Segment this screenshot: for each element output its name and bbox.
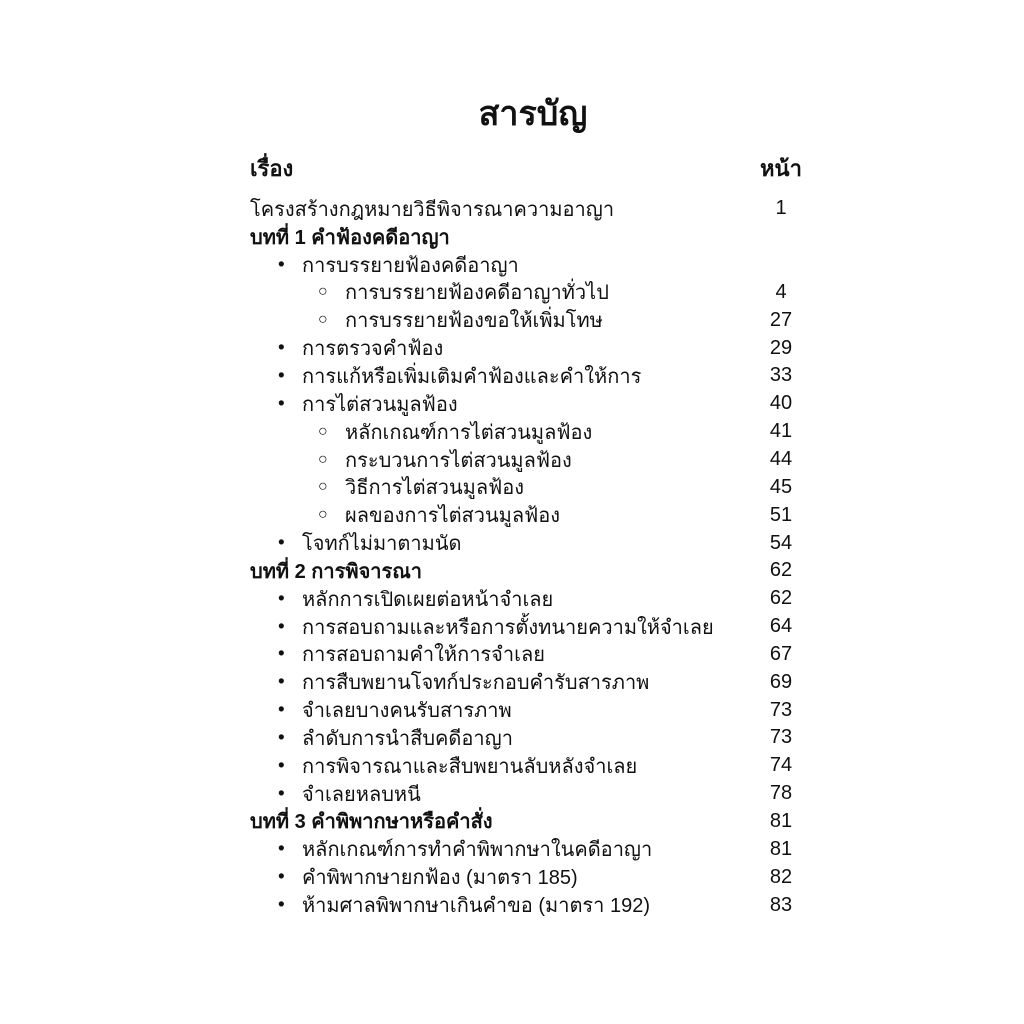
toc-row xyxy=(250,279,816,307)
entry-label: ผลของการไต่สวนมูลฟ้อง xyxy=(345,505,561,528)
bullet-icon: • xyxy=(278,532,285,554)
toc-row xyxy=(250,668,816,696)
entry-label: บทที่ 2 การพิจารณา xyxy=(250,560,423,583)
toc-row xyxy=(250,334,816,362)
bullet-icon: • xyxy=(278,755,285,777)
entry-label: การบรรยายฟ้องคดีอาญาทั่วไป xyxy=(345,282,609,305)
toc-entry-page: 62 xyxy=(769,559,793,582)
entry-label: การพิจารณาและสืบพยานลับหลังจำเลย xyxy=(302,755,638,778)
toc-content xyxy=(250,92,816,919)
toc-entry-page: 33 xyxy=(769,364,793,387)
bullet-icon: • xyxy=(278,254,285,276)
entry-label: จำเลยหลบหนี xyxy=(302,783,421,806)
entry-label: ห้ามศาลพิพากษาเกินคำขอ (มาตรา 192) xyxy=(302,895,650,918)
bullet-icon: • xyxy=(278,783,285,805)
toc-row xyxy=(250,891,816,919)
entry-label: การตรวจคำฟ้อง xyxy=(302,338,444,361)
toc-entry-page: 29 xyxy=(769,336,793,359)
toc-entry-page: 81 xyxy=(769,837,793,860)
toc-entry-page: 27 xyxy=(769,308,793,331)
toc-row xyxy=(250,696,816,724)
toc-entry-page: 54 xyxy=(769,531,793,554)
toc-entry-page: 73 xyxy=(769,726,793,749)
toc-entry-page: 51 xyxy=(769,503,793,526)
bullet-icon: • xyxy=(278,699,285,721)
toc-entry-page: 83 xyxy=(769,893,793,916)
bullet-icon: • xyxy=(278,866,285,888)
toc-entry-page: 73 xyxy=(769,698,793,721)
column-header-page: หน้า xyxy=(760,155,802,181)
entry-label: การสอบถามคำให้การจำเลย xyxy=(302,644,545,667)
toc-entry-page: 1 xyxy=(775,197,787,220)
entry-label: การไต่สวนมูลฟ้อง xyxy=(302,393,458,416)
toc-row xyxy=(250,835,816,863)
entry-label: โจทก์ไม่มาตามนัด xyxy=(302,533,462,556)
entry-label: หลักการเปิดเผยต่อหน้าจำเลย xyxy=(302,588,554,611)
toc-row xyxy=(250,195,816,223)
toc-column-headers xyxy=(250,154,816,182)
toc-row xyxy=(250,251,816,279)
toc-entry-page: 67 xyxy=(769,642,793,665)
bullet-icon: • xyxy=(278,337,285,359)
toc-entry-page: 64 xyxy=(769,615,793,638)
toc-entry-page: 41 xyxy=(769,420,793,443)
entry-label: บทที่ 3 คำพิพากษาหรือคำสั่ง xyxy=(250,811,493,834)
circle-icon: ○ xyxy=(318,478,328,496)
toc-row xyxy=(250,418,816,446)
entry-label: หลักเกณฑ์การทำคำพิพากษาในคดีอาญา xyxy=(302,839,653,862)
toc-row xyxy=(250,641,816,669)
entry-label: การสืบพยานโจทก์ประกอบคำรับสารภาพ xyxy=(302,672,650,695)
toc-row xyxy=(250,752,816,780)
toc-entry-page: 74 xyxy=(769,754,793,777)
bullet-icon: • xyxy=(278,588,285,610)
page-title: สารบัญ xyxy=(478,95,588,133)
entry-label: การสอบถามและหรือการตั้งทนายความให้จำเลย xyxy=(302,616,714,639)
entry-label: ลำดับการนำสืบคดีอาญา xyxy=(302,727,513,750)
bullet-icon: • xyxy=(278,671,285,693)
bullet-icon: • xyxy=(278,616,285,638)
entry-label: บทที่ 1 คำฟ้องคดีอาญา xyxy=(250,226,450,249)
toc-rows xyxy=(250,195,816,919)
entry-label: หลักเกณฑ์การไต่สวนมูลฟ้อง xyxy=(345,421,593,444)
bullet-icon: • xyxy=(278,393,285,415)
toc-row xyxy=(250,780,816,808)
entry-label: จำเลยบางคนรับสารภาพ xyxy=(302,700,512,723)
toc-row xyxy=(250,724,816,752)
entry-label: กระบวนการไต่สวนมูลฟ้อง xyxy=(345,449,572,472)
toc-row xyxy=(250,585,816,613)
entry-label: การบรรยายฟ้องขอให้เพิ่มโทษ xyxy=(345,310,603,333)
entry-label: การแก้หรือเพิ่มเติมคำฟ้องและคำให้การ xyxy=(302,365,642,388)
toc-row xyxy=(250,863,816,891)
toc-row xyxy=(250,557,816,585)
circle-icon: ○ xyxy=(318,422,328,440)
bullet-icon: • xyxy=(278,365,285,387)
toc-row xyxy=(250,613,816,641)
toc-entry-page: 69 xyxy=(769,670,793,693)
toc-row xyxy=(250,390,816,418)
toc-entry-page: 81 xyxy=(769,809,793,832)
bullet-icon: • xyxy=(278,727,285,749)
toc-row xyxy=(250,808,816,836)
circle-icon: ○ xyxy=(318,506,328,524)
toc-entry-page: 40 xyxy=(769,392,793,415)
entry-label: โครงสร้างกฎหมายวิธีพิจารณาความอาญา xyxy=(250,198,615,221)
bullet-icon: • xyxy=(278,894,285,916)
toc-row xyxy=(250,473,816,501)
circle-icon: ○ xyxy=(318,283,328,301)
toc-row xyxy=(250,306,816,334)
entry-label: คำพิพากษายกฟ้อง (มาตรา 185) xyxy=(302,867,578,890)
toc-entry-page: 45 xyxy=(769,475,793,498)
toc-entry-page: 82 xyxy=(769,865,793,888)
toc-row xyxy=(250,223,816,251)
toc-entry-page: 78 xyxy=(769,782,793,805)
bullet-icon: • xyxy=(278,643,285,665)
entry-label: วิธีการไต่สวนมูลฟ้อง xyxy=(345,477,525,500)
toc-row xyxy=(250,529,816,557)
toc-entry-page: 4 xyxy=(775,280,787,303)
column-header-subject: เรื่อง xyxy=(250,155,294,181)
toc-entry-text xyxy=(250,889,746,921)
toc-row xyxy=(250,446,816,474)
toc-entry-page: 44 xyxy=(769,448,793,471)
circle-icon: ○ xyxy=(318,450,328,468)
bullet-icon: • xyxy=(278,838,285,860)
circle-icon: ○ xyxy=(318,311,328,329)
entry-label: การบรรยายฟ้องคดีอาญา xyxy=(302,254,519,277)
toc-entry-page: 62 xyxy=(769,587,793,610)
toc-row xyxy=(250,362,816,390)
toc-row xyxy=(250,501,816,529)
